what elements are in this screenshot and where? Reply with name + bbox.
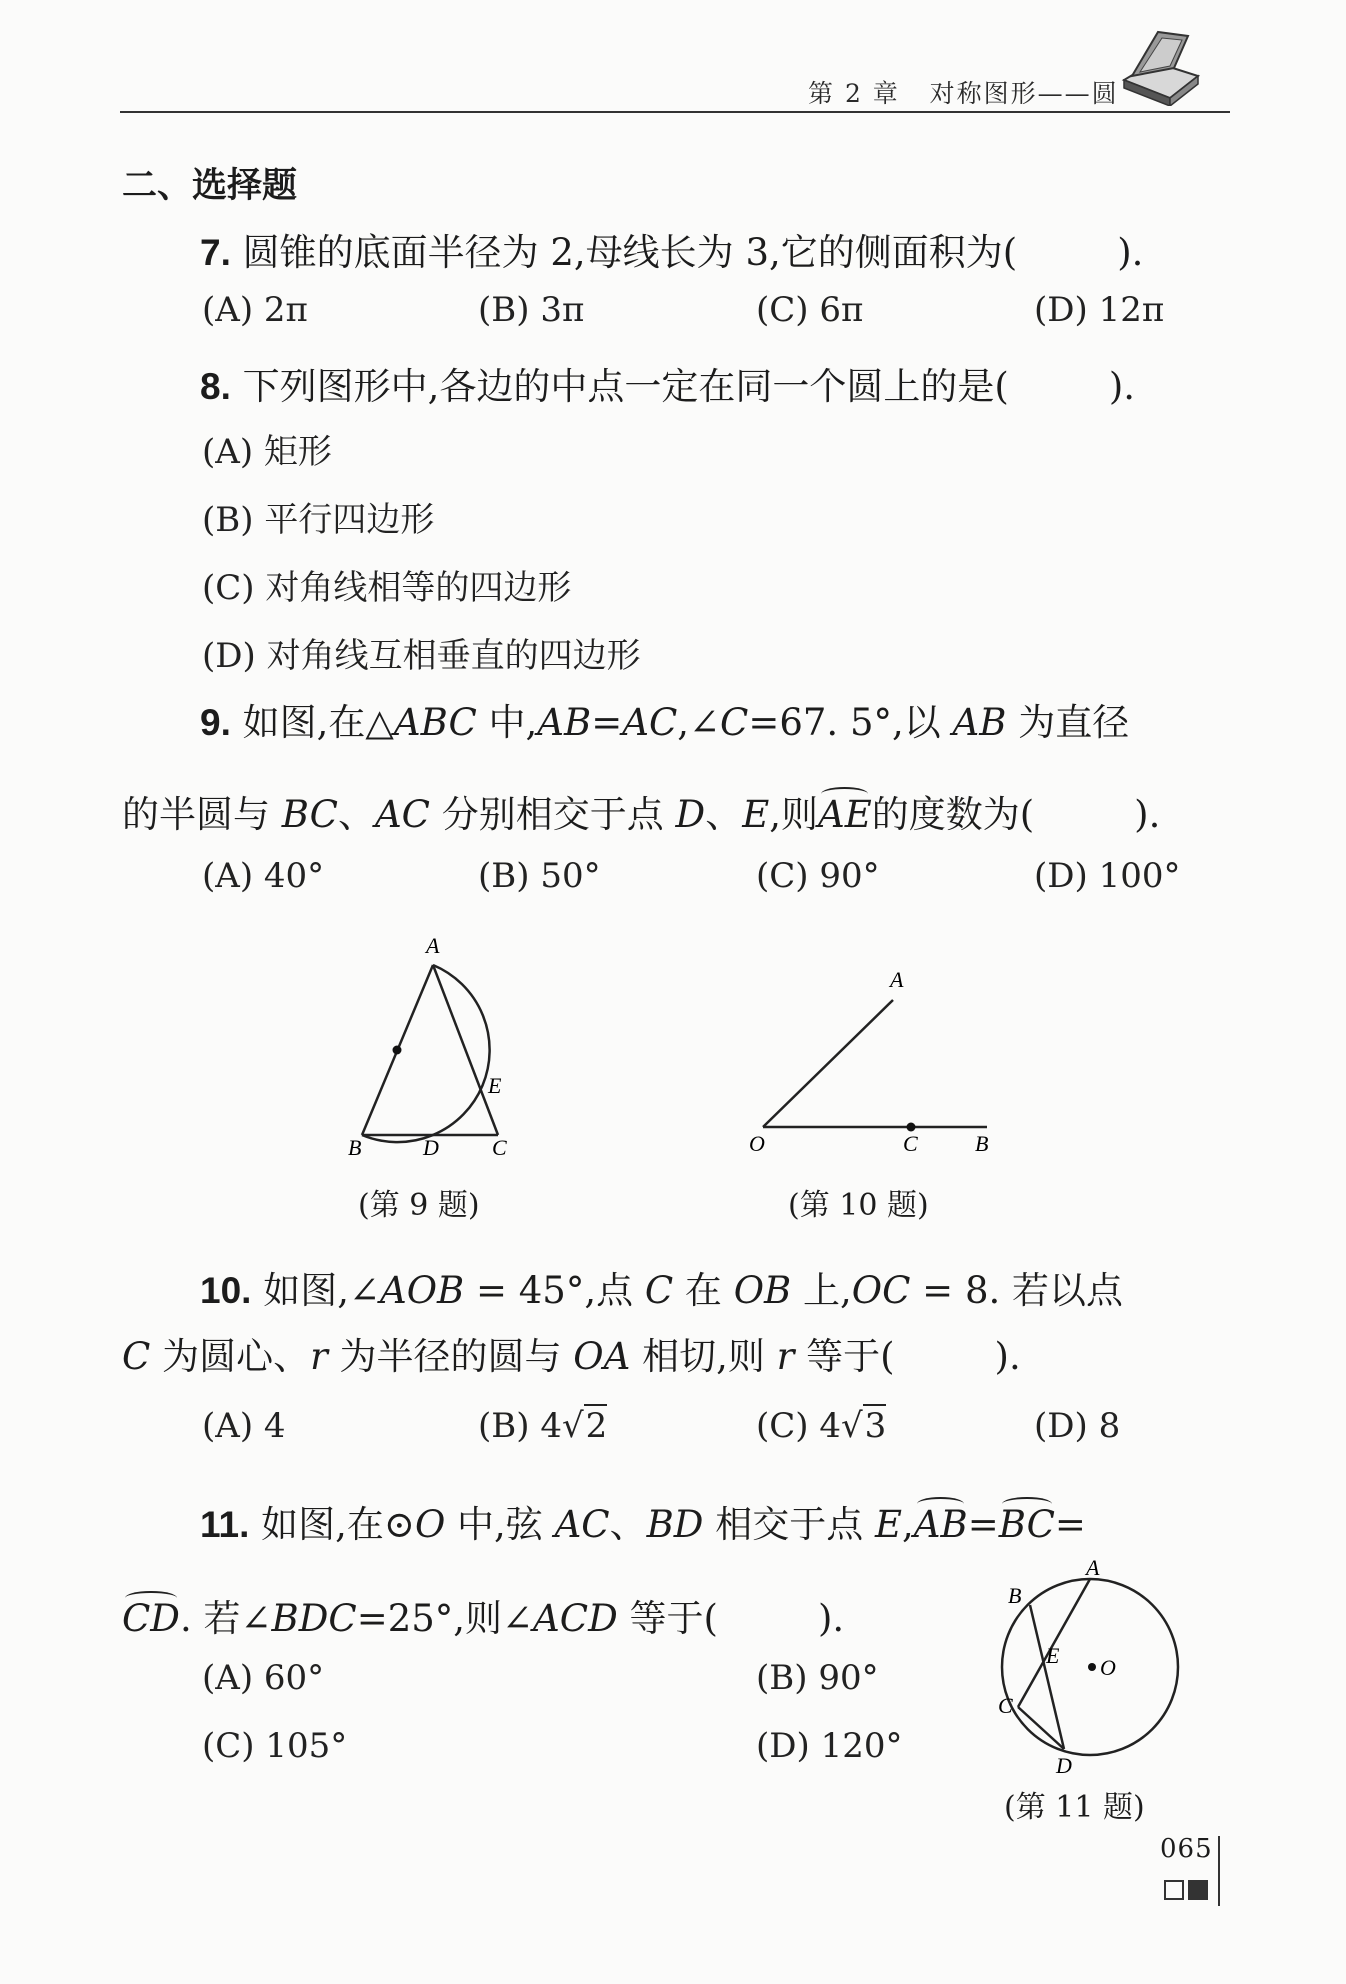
question-9: 9. 如图,在△ABC 中,AB=AC,∠C=67. 5°,以 AB 为直径 (200, 701, 1130, 744)
question-7 (200, 222, 1143, 276)
question-10-line2: C 为圆心、r 为半径的圆与 OA 相切,则 r 等于( ). (122, 1335, 1021, 1378)
label-d: D (1056, 1753, 1072, 1778)
option-a: (A) 4 (202, 1406, 286, 1446)
label-o: O (749, 1131, 765, 1156)
question-8 (200, 356, 1135, 410)
section-title: 二、选择题 (122, 166, 298, 206)
question-text: 圆锥的底面半径为 2,母线长为 3,它的侧面积为( (242, 231, 1018, 274)
label-a: A (1086, 1555, 1100, 1580)
label-d: D (423, 1135, 439, 1160)
question-number: 8. (200, 366, 231, 407)
label-a: A (426, 933, 440, 958)
center-o (1088, 1663, 1096, 1671)
question-9-line2: 的半圆与 BC、AC 分别相交于点 D、E,则AE的度数为( ). (122, 793, 1161, 836)
option-a: (A) 矩形 (202, 432, 332, 472)
figure-11 (980, 1555, 1200, 1780)
question-11: 11. 如图,在⊙O 中,弦 AC、BD 相交于点 E,AB=BC= (200, 1503, 1086, 1546)
segment-ac (433, 965, 498, 1135)
label-c: C (492, 1135, 507, 1160)
option-d: (D) 100° (1034, 856, 1181, 896)
label-o: O (1100, 1655, 1116, 1680)
center-point (393, 1046, 402, 1055)
question-close: ). (1117, 231, 1144, 274)
label-b: B (975, 1131, 989, 1156)
option-d: (D) 8 (1034, 1406, 1121, 1446)
option-a: (A) 40° (202, 856, 325, 896)
chapter-number: 第 2 章 (808, 79, 900, 108)
label-a: A (890, 967, 904, 992)
footer-square-filled (1188, 1880, 1208, 1900)
option-d: (D) 对角线互相垂直的四边形 (202, 636, 641, 676)
book-icon (1118, 28, 1204, 106)
question-number: 9. (200, 702, 231, 743)
question-number: 10. (200, 1270, 252, 1311)
option-c: (C) 对角线相等的四边形 (202, 568, 572, 608)
question-number: 11. (200, 1504, 250, 1545)
figure-10-caption: (第 10 题) (788, 1188, 929, 1223)
option-b: (B) 4√2 (478, 1406, 608, 1446)
header-rule (120, 111, 1230, 113)
question-number: 7. (200, 232, 231, 273)
question-11-line2: CD. 若∠BDC=25°,则∠ACD 等于( ). (122, 1597, 845, 1640)
option-b: (B) 90° (756, 1658, 879, 1698)
ray-oa (763, 1000, 893, 1127)
label-e: E (1046, 1643, 1060, 1668)
label-c: C (903, 1131, 918, 1156)
chapter-header (808, 74, 1119, 110)
option-d: (D) 12π (1034, 290, 1165, 330)
label-e: E (488, 1073, 502, 1098)
chapter-title: 对称图形——圆 (929, 79, 1119, 108)
label-b: B (348, 1135, 362, 1160)
option-c: (C) 6π (756, 290, 864, 330)
label-b: B (1008, 1583, 1022, 1608)
question-close: ). (1108, 365, 1136, 408)
option-b: (B) 3π (478, 290, 585, 330)
footer-rule (1218, 1836, 1220, 1906)
semicircle-arc (362, 965, 490, 1142)
figure-11-caption: (第 11 题) (1004, 1790, 1145, 1825)
question-10: 10. 如图,∠AOB = 45°,点 C 在 OB 上,OC = 8. 若以点 (200, 1269, 1124, 1312)
question-text: 下列图形中,各边的中点一定在同一个圆上的是( (242, 365, 1009, 408)
figure-9-caption: (第 9 题) (358, 1188, 480, 1223)
option-d: (D) 120° (756, 1726, 903, 1766)
page-number: 065 (1160, 1834, 1213, 1864)
option-a: (A) 2π (202, 290, 308, 330)
option-a: (A) 60° (202, 1658, 325, 1698)
option-b: (B) 50° (478, 856, 601, 896)
option-c: (C) 90° (756, 856, 880, 896)
option-c: (C) 105° (202, 1726, 348, 1766)
label-c: C (998, 1693, 1013, 1718)
figure-10 (745, 955, 1035, 1165)
option-c: (C) 4√3 (756, 1406, 887, 1446)
footer-square-outline (1164, 1880, 1184, 1900)
option-b: (B) 平行四边形 (202, 500, 435, 540)
figure-9 (330, 930, 530, 1160)
